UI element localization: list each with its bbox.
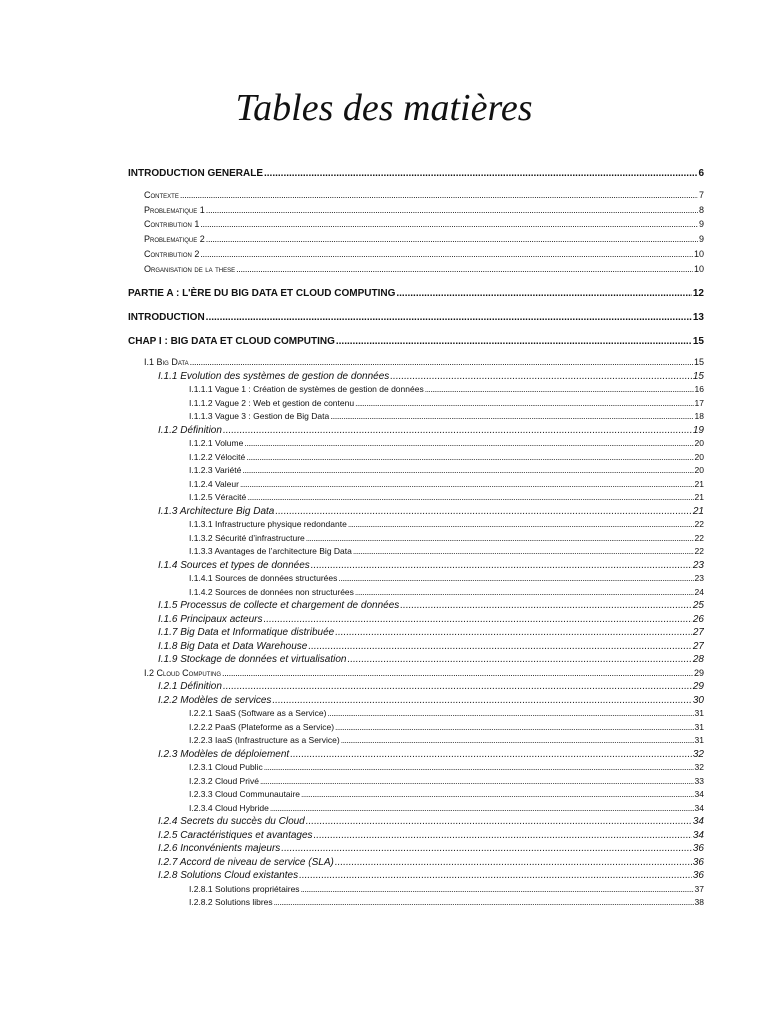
toc-entry-title: I.1.2.3 Variété [189,465,242,476]
toc-entry[interactable] [128,626,704,640]
toc-entry-page: 33 [694,775,704,786]
toc-entry-title: I.1.8 Big Data et Data Warehouse [158,640,308,652]
toc-entry-title: PARTIE A : L'ÈRE DU BIG DATA ET CLOUD COMPUTING [128,288,396,300]
toc-dot-leader [222,667,693,681]
toc-entry-page: 31 [694,708,704,719]
toc-entry-title: I.1.2.1 Volume [189,438,244,449]
toc-entry-title: I.2.3.4 Cloud Hybride [189,802,269,813]
toc-dot-leader [311,559,692,573]
toc-dot-leader [180,188,698,203]
toc-entry[interactable] [128,559,704,573]
toc-dot-leader [355,397,693,411]
toc-dot-leader [264,761,694,775]
toc-entry[interactable] [128,410,704,424]
toc-dot-leader [223,680,692,694]
toc-dot-leader [281,842,692,856]
toc-dot-leader [301,788,694,802]
toc-entry[interactable] [128,478,704,492]
toc-dot-leader [330,410,693,424]
toc-entry-page: 27 [692,627,704,639]
toc-dot-leader [272,694,691,708]
toc-dot-leader [355,586,694,600]
toc-entry-page: 34 [694,789,704,800]
toc-entry[interactable] [128,613,704,627]
toc-dot-leader [200,247,693,262]
toc-dot-leader [348,518,694,532]
toc-entry-title: I.1.1.3 Vague 3 : Gestion de Big Data [189,411,330,422]
toc-entry[interactable] [128,287,704,300]
toc-entry-page: 36 [692,843,704,855]
table-of-contents [128,167,704,910]
toc-dot-leader [206,232,698,247]
toc-entry[interactable] [128,335,704,348]
toc-entry-page: 22 [694,532,704,543]
toc-entry[interactable] [128,586,704,600]
toc-entry-title: Contribution 2 [144,248,200,259]
toc-entry[interactable] [128,869,704,883]
toc-entry-title: I.2.3 Modèles de déploiement [158,748,290,760]
toc-entry-page: 34 [694,802,704,813]
toc-entry[interactable] [128,311,704,324]
toc-entry-page: 26 [692,613,704,625]
toc-entry[interactable] [128,545,704,559]
toc-entry-title: I.1.3 Architecture Big Data [158,505,275,517]
toc-entry-page: 15 [692,336,704,348]
toc-entry-page: 32 [692,748,704,760]
toc-entry-title: I.2 Cloud Computing [144,667,222,678]
toc-entry-page: 36 [692,870,704,882]
toc-entry-title: INTRODUCTION GENERALE [128,168,263,179]
toc-entry[interactable] [128,232,704,247]
toc-entry[interactable] [128,356,704,370]
toc-entry[interactable] [128,748,704,762]
toc-entry[interactable] [128,707,704,721]
toc-entry-title: I.1.2.5 Véracité [189,492,247,503]
toc-entry[interactable] [128,667,704,681]
toc-entry[interactable] [128,424,704,438]
toc-entry-page: 20 [694,465,704,476]
toc-entry-title: I.1.1.1 Vague 1 : Création de systèmes de gestion de données [189,384,424,395]
toc-entry-page: 28 [692,654,704,666]
toc-dot-leader [264,613,692,627]
toc-dot-leader [335,626,692,640]
toc-entry-page: 22 [694,519,704,530]
toc-dot-leader [200,217,698,232]
toc-entry[interactable] [128,383,704,397]
toc-entry-page: 22 [694,546,704,557]
page-title: Tables des matières [235,87,533,129]
toc-dot-leader [396,287,692,300]
toc-entry-title: Contribution 1 [144,219,200,230]
toc-entry[interactable] [128,694,704,708]
toc-entry-page: 23 [692,559,704,571]
toc-entry-page: 20 [694,438,704,449]
toc-entry-title: I.1.4 Sources et types de données [158,559,310,571]
toc-entry-page: 34 [692,829,704,841]
toc-entry[interactable] [128,188,704,203]
toc-dot-leader [236,262,693,277]
toc-entry-page: 37 [694,883,704,894]
toc-dot-leader [246,451,693,465]
toc-entry[interactable] [128,370,704,384]
toc-dot-leader [314,829,692,843]
toc-entry-page: 21 [694,478,704,489]
toc-dot-leader [290,748,692,762]
toc-entry-title: I.1.1 Evolution des systèmes de gestion de données [158,370,390,382]
toc-entry-title: CHAP I : BIG DATA ET CLOUD COMPUTING [128,336,335,348]
toc-entry[interactable] [128,640,704,654]
toc-dot-leader [338,572,693,586]
toc-entry[interactable] [128,518,704,532]
toc-entry-page: 10 [693,248,704,259]
toc-entry-page: 25 [692,600,704,612]
toc-dot-leader [223,424,692,438]
toc-entry-title: I.2.6 Inconvénients majeurs [158,843,281,855]
toc-entry-page: 20 [694,451,704,462]
toc-entry-page: 17 [694,397,704,408]
toc-entry[interactable] [128,262,704,277]
toc-entry-page: 18 [694,411,704,422]
toc-entry-title: I.2.1 Définition [158,681,222,693]
toc-entry-page: 12 [692,288,704,300]
toc-dot-leader [347,653,691,667]
toc-entry-page: 27 [692,640,704,652]
toc-entry-title: Organisation de la these [144,263,236,274]
toc-entry[interactable] [128,167,704,180]
toc-dot-leader [353,545,694,559]
toc-entry-page: 36 [692,856,704,868]
toc-entry-page: 8 [698,204,704,215]
toc-entry-title: I.1.6 Principaux acteurs [158,613,263,625]
toc-entry-title: I.2.2.2 PaaS (Plateforme as a Service) [189,721,335,732]
toc-entry[interactable] [128,883,704,897]
toc-dot-leader [335,856,692,870]
toc-entry[interactable] [128,896,704,910]
toc-entry-title: I.1.5 Processus de collecte et chargement de données [158,600,400,612]
toc-entry-page: 34 [692,816,704,828]
toc-entry[interactable] [128,397,704,411]
toc-entry-title: I.2.3.1 Cloud Public [189,762,263,773]
toc-entry[interactable] [128,721,704,735]
toc-entry-page: 6 [698,168,704,179]
toc-entry-title: I.2.8.2 Solutions libres [189,897,273,908]
toc-entry-title: I.1.3.1 Infrastructure physique redondante [189,519,347,530]
toc-dot-leader [270,802,694,816]
toc-entry-title: I.1.2.2 Vélocité [189,451,246,462]
toc-dot-leader [336,335,692,348]
toc-entry[interactable] [128,775,704,789]
toc-entry-page: 19 [692,424,704,436]
toc-entry-title: I.1.3.3 Avantages de l’architecture Big Data [189,546,352,557]
toc-entry-page: 38 [694,897,704,908]
toc-dot-leader [308,640,692,654]
toc-entry[interactable] [128,734,704,748]
toc-entry-title: I.1.3.2 Sécurité d’infrastructure [189,532,305,543]
toc-entry-title: I.2.3.2 Cloud Privé [189,775,259,786]
toc-entry[interactable] [128,217,704,232]
toc-entry[interactable] [128,532,704,546]
toc-entry-title: Problematique 1 [144,204,205,215]
toc-entry-page: 7 [698,190,704,200]
toc-entry-title: I.1.7 Big Data et Informatique distribuée [158,627,335,639]
toc-entry-title: I.1.1.2 Vague 2 : Web et gestion de contenu [189,397,355,408]
toc-entry-title: I.1.4.1 Sources de données structurées [189,573,338,584]
toc-dot-leader [260,775,694,789]
toc-entry-title: I.2.2.3 IaaS (Infrastructure as a Service) [189,735,340,746]
toc-entry-title: I.2.7 Accord de niveau de service (SLA) [158,856,334,868]
toc-entry-title: Problematique 2 [144,234,205,245]
toc-entry-page: 16 [694,384,704,395]
toc-entry[interactable] [128,203,704,218]
toc-entry[interactable] [128,491,704,505]
toc-dot-leader [247,491,693,505]
toc-entry-page: 32 [694,762,704,773]
toc-dot-leader [400,599,692,613]
toc-entry-page: 10 [693,263,704,274]
toc-entry[interactable] [128,842,704,856]
toc-entry-page: 21 [692,505,704,517]
toc-entry-title: I.1.2.4 Valeur [189,478,239,489]
toc-entry[interactable] [128,247,704,262]
toc-dot-leader [190,356,693,370]
toc-dot-leader [306,815,692,829]
toc-entry-page: 15 [692,370,704,382]
toc-entry[interactable] [128,572,704,586]
toc-entry-page: 15 [693,357,704,368]
toc-dot-leader [206,311,692,324]
toc-entry[interactable] [128,680,704,694]
toc-entry-page: 31 [694,721,704,732]
toc-entry-title: I.2.4 Secrets du succès du Cloud [158,816,305,828]
toc-entry-page: 29 [692,681,704,693]
toc-dot-leader [306,532,694,546]
toc-dot-leader [327,707,693,721]
toc-dot-leader [390,370,692,384]
toc-entry[interactable] [128,829,704,843]
toc-entry-page: 13 [692,312,704,324]
toc-entry-title: I.2.3.3 Cloud Communautaire [189,789,301,800]
toc-dot-leader [244,437,693,451]
toc-dot-leader [299,869,692,883]
toc-entry[interactable] [128,437,704,451]
toc-entry-page: 9 [698,234,704,245]
toc-entry-title: I.2.2.1 SaaS (Software as a Service) [189,708,327,719]
toc-entry-title: I.1.4.2 Sources de données non structurées [189,586,354,597]
toc-entry-title: I.2.8 Solutions Cloud existantes [158,870,299,882]
toc-entry[interactable] [128,653,704,667]
toc-entry[interactable] [128,761,704,775]
toc-dot-leader [425,383,694,397]
toc-entry-title: I.1 Big Data [144,357,189,368]
toc-entry-title: I.2.5 Caractéristiques et avantages [158,829,313,841]
toc-entry-title: I.1.2 Définition [158,424,222,436]
toc-entry-title: I.2.8.1 Solutions propriétaires [189,883,300,894]
toc-dot-leader [301,883,694,897]
toc-dot-leader [206,203,698,218]
toc-entry-page: 29 [693,667,704,678]
toc-entry-page: 21 [694,492,704,503]
toc-entry[interactable] [128,802,704,816]
toc-entry-page: 23 [694,573,704,584]
toc-entry-page: 31 [694,735,704,746]
toc-entry[interactable] [128,856,704,870]
toc-entry[interactable] [128,788,704,802]
toc-entry-page: 30 [692,694,704,706]
toc-dot-leader [242,464,693,478]
toc-entry[interactable] [128,505,704,519]
toc-entry-page: 24 [694,586,704,597]
toc-entry-page: 9 [698,219,704,230]
toc-dot-leader [240,478,694,492]
toc-entry[interactable] [128,451,704,465]
toc-entry[interactable] [128,599,704,613]
toc-dot-leader [335,721,693,735]
toc-entry-title: I.2.2 Modèles de services [158,694,272,706]
toc-dot-leader [274,896,694,910]
toc-entry-title: INTRODUCTION [128,312,205,324]
toc-entry-title: Contexte [144,190,179,200]
toc-dot-leader [341,734,694,748]
toc-entry[interactable] [128,464,704,478]
toc-entry[interactable] [128,815,704,829]
toc-dot-leader [264,167,697,180]
toc-entry-title: I.1.9 Stockage de données et virtualisation [158,654,347,666]
toc-dot-leader [275,505,692,519]
